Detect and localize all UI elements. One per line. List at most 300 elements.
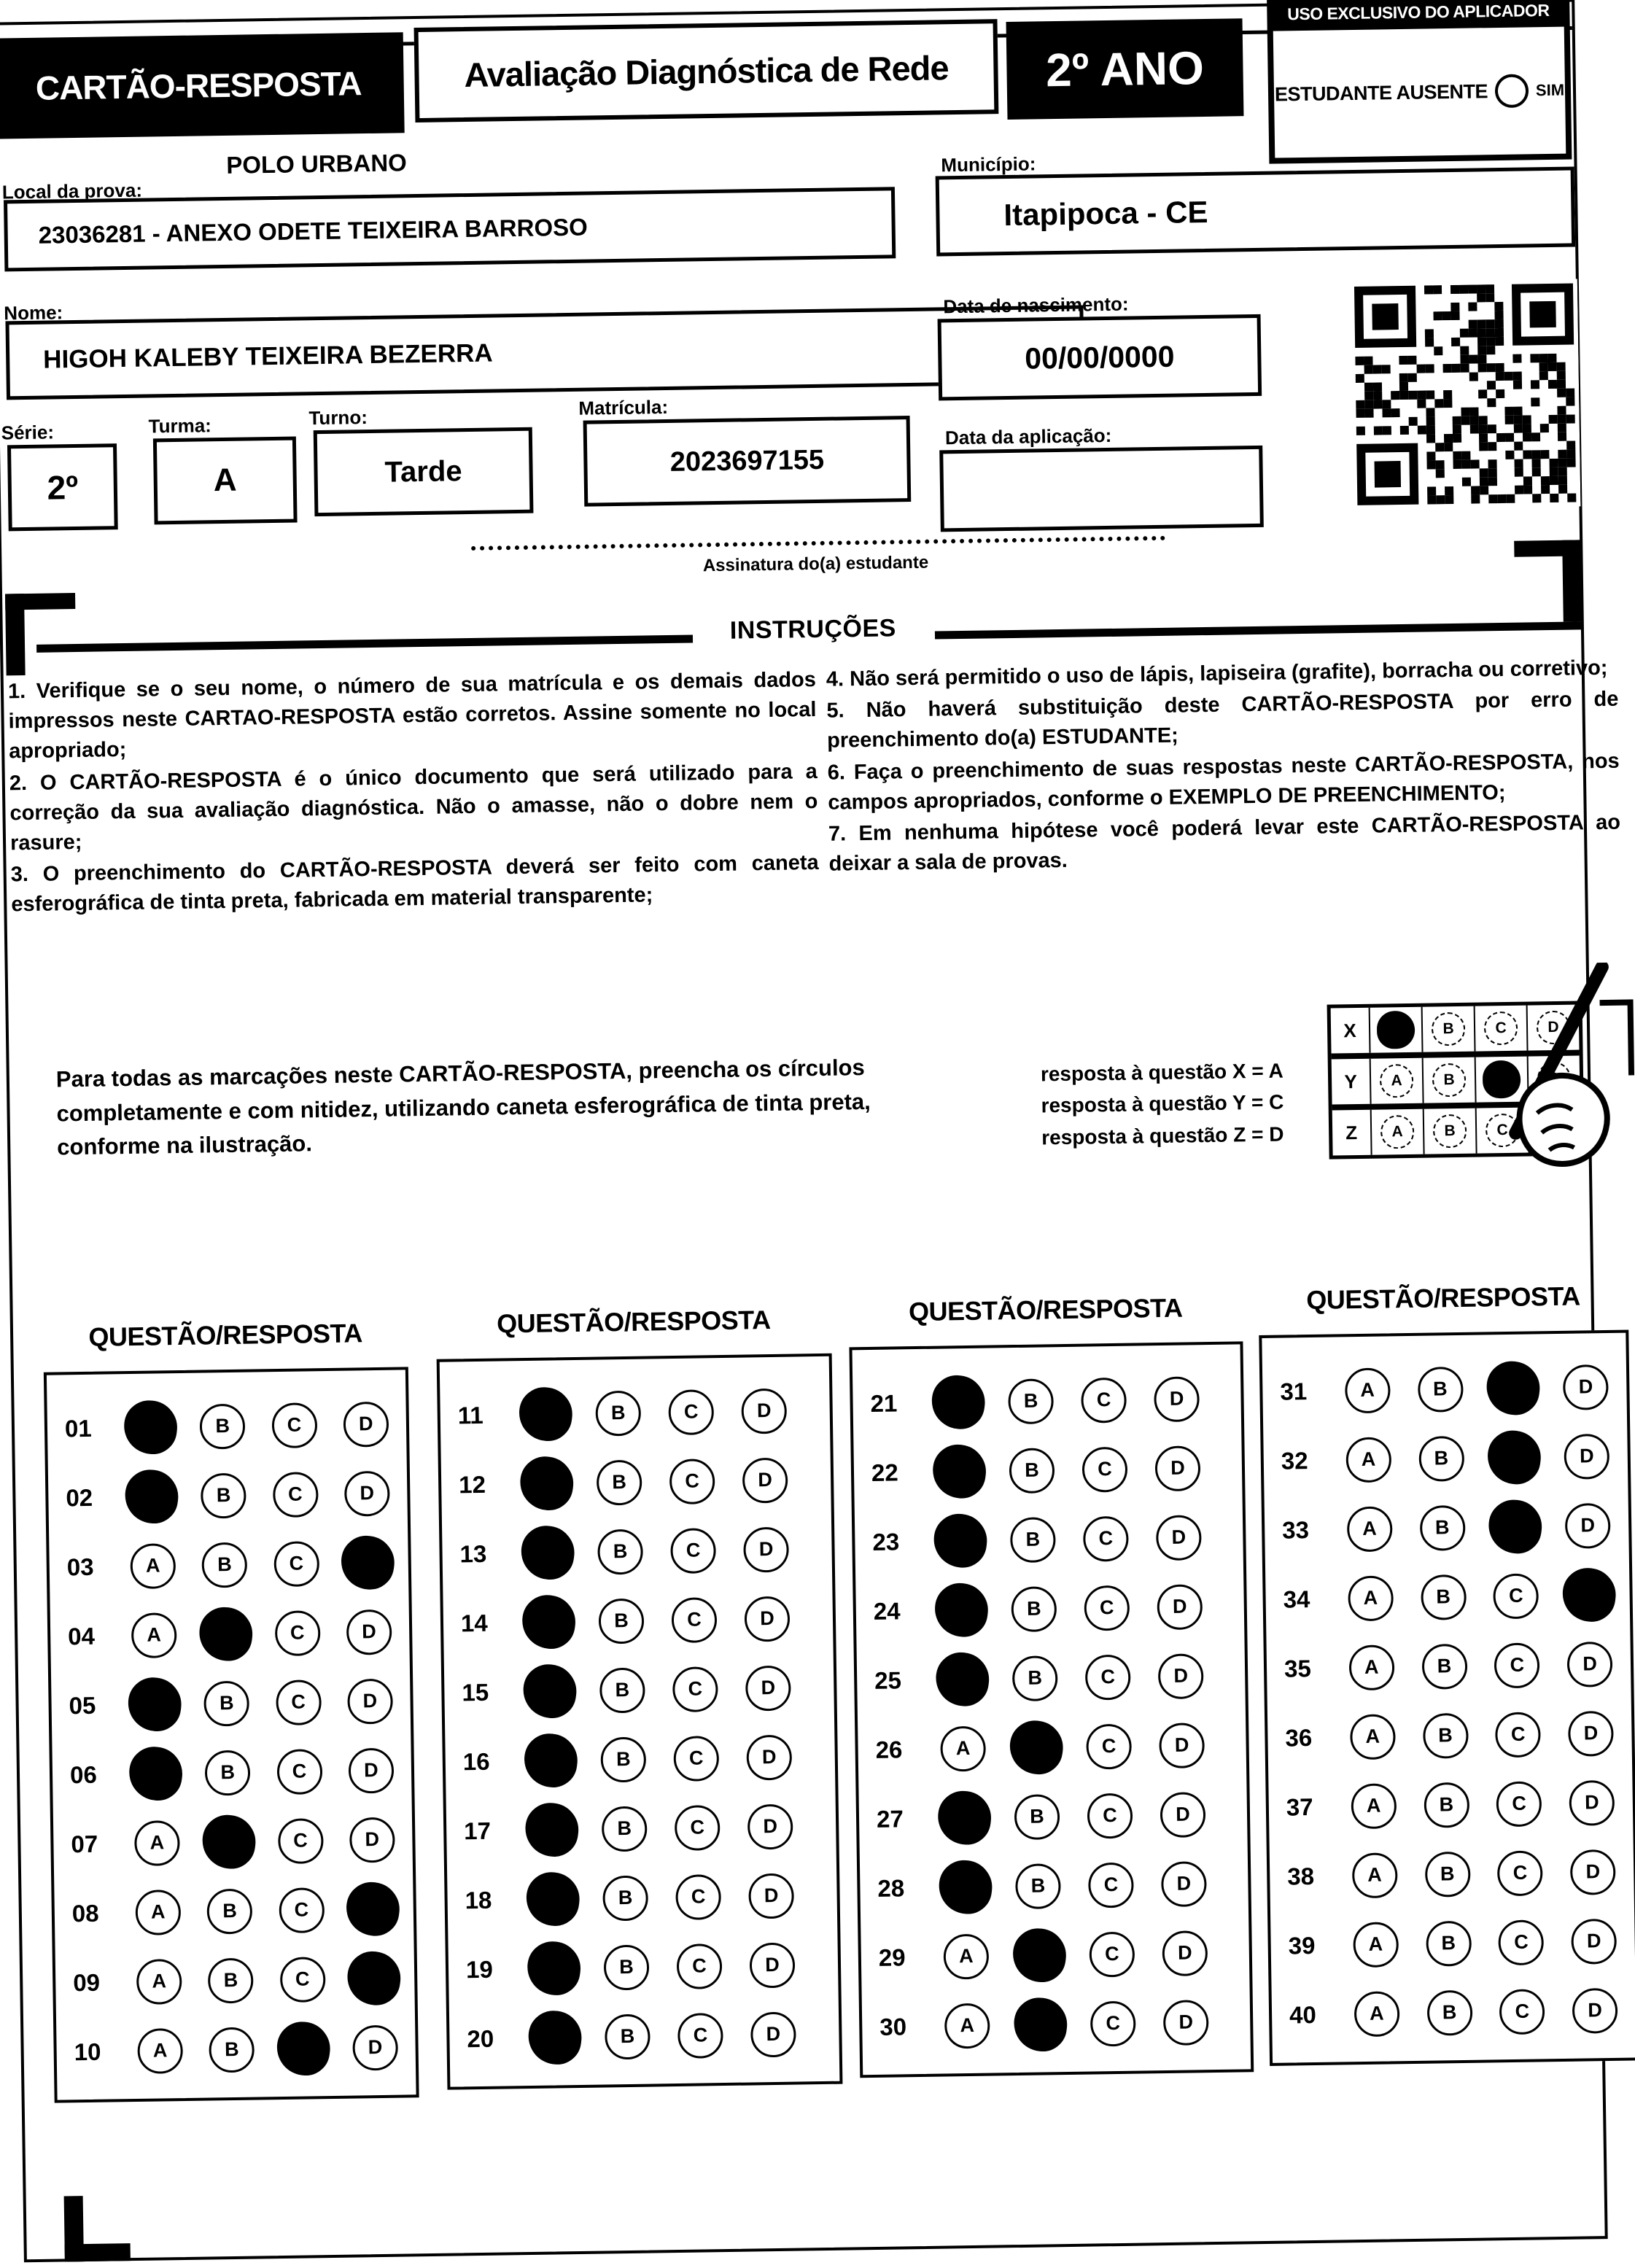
example-filled-bubble — [1377, 1011, 1415, 1049]
bubble-31-C[interactable] — [1483, 1359, 1543, 1418]
bubble-11-C[interactable]: C — [668, 1389, 714, 1435]
option-slot — [928, 1860, 1002, 1914]
option-slot — [517, 1941, 591, 1995]
question-number: 04 — [67, 1622, 96, 1650]
option-slot — [1333, 1506, 1407, 1552]
bubble-28-C[interactable]: C — [1088, 1862, 1134, 1908]
question-row — [868, 1709, 1242, 1785]
bubble-38-C[interactable]: C — [1497, 1850, 1543, 1896]
bubble-21-D[interactable]: D — [1154, 1376, 1200, 1422]
bubble-13-B[interactable]: B — [597, 1529, 643, 1574]
applicator-box — [1267, 0, 1572, 164]
bubble-10-B[interactable]: B — [209, 2027, 255, 2073]
question-number: 17 — [463, 1817, 492, 1844]
bubble-10-C[interactable] — [273, 2019, 333, 2078]
bubble-08-D[interactable] — [343, 1879, 403, 1939]
bubble-10-D[interactable]: D — [352, 2024, 398, 2070]
question-number: 07 — [71, 1830, 98, 1857]
option-slot — [1336, 1714, 1410, 1760]
nascimento-label: Data de nascimento: — [943, 292, 1129, 318]
serie-field: 2º — [7, 443, 118, 531]
bubble-32-A[interactable]: A — [1345, 1437, 1391, 1483]
question-row — [870, 1848, 1244, 1923]
bubble-09-D[interactable] — [344, 1949, 404, 2008]
bubble-06-B[interactable]: B — [205, 1749, 251, 1795]
option-slot — [337, 1881, 409, 1935]
instruction-item: 2. O CARTÃO-RESPOSTA é o único documento que será utilizado para a correção da sua avaliação diagnóstica. Não o amasse, não o dobre nem o rasure; — [9, 759, 818, 855]
bubble-33-C[interactable] — [1486, 1497, 1545, 1557]
bubble-05-C[interactable]: C — [276, 1679, 322, 1725]
bubble-26-A[interactable]: A — [940, 1725, 986, 1771]
bubble-03-D[interactable] — [338, 1533, 398, 1593]
bubble-11-B[interactable]: B — [595, 1390, 641, 1436]
option-slot — [510, 1526, 584, 1580]
bubble-04-D[interactable]: D — [346, 1609, 392, 1655]
question-row — [871, 1917, 1245, 1992]
option-slot — [1338, 1852, 1412, 1898]
nome-field: HIGOH KALEBY TEIXEIRA BEZERRA — [5, 305, 1084, 400]
bubble-29-D[interactable]: D — [1162, 1930, 1208, 1976]
bubble-24-B[interactable]: B — [1011, 1586, 1057, 1632]
option-slot — [1412, 1920, 1486, 1966]
bubble-20-A[interactable] — [525, 2008, 585, 2067]
question-row — [450, 1375, 826, 1450]
question-row — [61, 1666, 406, 1740]
bubble-15-D[interactable]: D — [745, 1665, 791, 1711]
bubble-26-D[interactable]: D — [1159, 1723, 1205, 1768]
bubble-40-A[interactable]: A — [1354, 1991, 1399, 2037]
option-slot — [1002, 1928, 1076, 1982]
signature-label: Assinatura do(a) estudante — [702, 552, 929, 576]
bubble-21-B[interactable]: B — [1008, 1378, 1054, 1424]
bubble-25-D[interactable]: D — [1158, 1653, 1204, 1699]
bubble-27-B[interactable]: B — [1014, 1794, 1060, 1840]
bubble-37-B[interactable]: B — [1424, 1782, 1469, 1828]
option-slot — [516, 1872, 589, 1926]
bubble-14-C[interactable]: C — [672, 1597, 718, 1643]
question-row — [66, 2012, 411, 2086]
bubble-40-C[interactable]: C — [1499, 1989, 1545, 2035]
bubble-35-A[interactable]: A — [1348, 1644, 1394, 1690]
bubble-32-B[interactable]: B — [1418, 1435, 1464, 1481]
bubble-16-B[interactable]: B — [600, 1736, 646, 1782]
bubble-36-C[interactable]: C — [1495, 1712, 1541, 1758]
option-slot — [737, 2011, 810, 2057]
bubble-33-D[interactable]: D — [1565, 1502, 1611, 1548]
bubble-13-A[interactable] — [518, 1523, 578, 1582]
option-slot — [1146, 1791, 1220, 1837]
instruction-item: 5. Não haverá substituição deste CARTÃO-RESPOSTA por erro de preenchimento do(a) ESTUDANTE; — [826, 687, 1619, 753]
question-number: 31 — [1280, 1377, 1308, 1405]
option-slot — [515, 1803, 589, 1857]
option-slot — [334, 1678, 406, 1724]
bubble-29-C[interactable]: C — [1089, 1931, 1135, 1977]
bubble-22-C[interactable]: C — [1082, 1446, 1128, 1492]
option-slot — [732, 1734, 806, 1780]
bubble-27-A[interactable] — [934, 1788, 994, 1848]
bubble-29-A[interactable]: A — [943, 1933, 989, 1979]
instructions-left-column — [8, 665, 820, 922]
bubble-19-B[interactable]: B — [604, 1944, 650, 1990]
bubble-02-A[interactable] — [123, 1467, 182, 1526]
question-row — [57, 1389, 402, 1464]
option-slot — [661, 1804, 734, 1850]
bubble-12-A[interactable] — [516, 1453, 576, 1513]
bubble-36-D[interactable]: D — [1568, 1710, 1614, 1756]
bubble-39-D[interactable]: D — [1571, 1918, 1617, 1964]
local-type: POLO URBANO — [226, 149, 408, 179]
bubble-30-A[interactable]: A — [944, 2003, 990, 2048]
bubble-03-A[interactable]: A — [130, 1543, 176, 1589]
bubble-23-D[interactable]: D — [1156, 1515, 1202, 1561]
bubble-14-D[interactable]: D — [745, 1596, 791, 1642]
option-slot — [1072, 1723, 1146, 1769]
option-slot — [663, 1943, 737, 1989]
question-number: 14 — [460, 1609, 488, 1636]
bubble-16-A[interactable] — [521, 1731, 580, 1790]
bubble-20-D[interactable]: D — [750, 2011, 796, 2057]
option-slot — [589, 1875, 662, 1921]
bubble-11-D[interactable]: D — [741, 1388, 787, 1434]
bubble-32-C[interactable] — [1484, 1428, 1544, 1488]
question-number: 15 — [462, 1678, 489, 1706]
answer-column-2 — [436, 1304, 843, 2090]
bubble-06-C[interactable]: C — [276, 1749, 322, 1795]
question-number: 16 — [462, 1747, 490, 1775]
bubble-03-B[interactable]: B — [202, 1542, 248, 1588]
qr-code — [1350, 279, 1581, 510]
bubble-08-A[interactable]: A — [135, 1890, 181, 1935]
bubble-09-C[interactable]: C — [279, 1957, 325, 2003]
option-slot — [999, 1720, 1073, 1774]
question-row — [452, 1514, 828, 1589]
bubble-20-C[interactable]: C — [677, 2013, 723, 2059]
bubble-16-C[interactable]: C — [673, 1736, 719, 1782]
bubble-36-A[interactable]: A — [1350, 1714, 1396, 1760]
question-row — [58, 1458, 403, 1532]
nascimento-field: 00/00/0000 — [938, 314, 1262, 401]
bubble-19-A[interactable] — [524, 1938, 583, 1998]
bubble-17-D[interactable]: D — [747, 1803, 793, 1849]
bubble-39-A[interactable]: A — [1353, 1922, 1399, 1968]
question-number: 35 — [1283, 1654, 1312, 1682]
bubble-37-C[interactable]: C — [1496, 1781, 1542, 1827]
example-caption: resposta à questão Z = D — [1041, 1122, 1284, 1149]
bubble-26-C[interactable]: C — [1086, 1723, 1132, 1769]
bubble-21-C[interactable]: C — [1081, 1377, 1127, 1423]
bubble-13-D[interactable]: D — [743, 1526, 789, 1572]
example-bubble: C — [1486, 1114, 1520, 1148]
applicator-box-title: USO EXCLUSIVO DO APLICADOR — [1287, 0, 1550, 23]
option-slot — [659, 1735, 733, 1781]
question-row — [1281, 1906, 1631, 1981]
bubble-33-A[interactable]: A — [1347, 1506, 1393, 1552]
option-slot — [123, 1958, 195, 2004]
question-number: 37 — [1286, 1793, 1313, 1821]
option-slot — [1552, 1568, 1626, 1622]
option-slot — [654, 1389, 728, 1434]
bubble-27-D[interactable]: D — [1160, 1792, 1206, 1838]
option-slot — [664, 2012, 737, 2058]
question-row — [1275, 1491, 1625, 1565]
question-row — [453, 1583, 828, 1658]
answer-column-title: QUESTÃO/RESPOSTA — [908, 1292, 1183, 1327]
bubble-25-B[interactable]: B — [1012, 1655, 1058, 1701]
bubble-24-C[interactable]: C — [1084, 1585, 1130, 1631]
option-slot — [331, 1470, 403, 1516]
bubble-11-A[interactable] — [516, 1384, 575, 1444]
question-number: 01 — [64, 1414, 92, 1442]
bubble-39-C[interactable]: C — [1499, 1919, 1545, 1965]
bubble-35-D[interactable]: D — [1567, 1641, 1613, 1687]
bubble-25-C[interactable]: C — [1085, 1654, 1131, 1700]
bubble-08-B[interactable]: B — [207, 1888, 253, 1934]
bubble-34-C[interactable]: C — [1493, 1573, 1539, 1619]
option-slot — [731, 1665, 805, 1711]
option-slot — [1410, 1851, 1484, 1897]
option-slot — [1556, 1849, 1630, 1895]
bubble-19-D[interactable]: D — [750, 1942, 796, 1988]
bubble-22-B[interactable]: B — [1009, 1448, 1055, 1494]
example-bubble: B — [1432, 1063, 1467, 1098]
answer-block — [437, 1354, 843, 2090]
bubble-38-A[interactable]: A — [1352, 1852, 1398, 1898]
bubble-29-B[interactable] — [1009, 1925, 1069, 1985]
local-label: Local da prova: — [1, 179, 143, 203]
bubble-33-B[interactable]: B — [1419, 1504, 1465, 1550]
question-row — [1278, 1768, 1628, 1842]
bubble-14-A[interactable] — [519, 1592, 578, 1652]
bubble-26-B[interactable] — [1006, 1717, 1066, 1777]
bubble-25-A[interactable] — [932, 1650, 992, 1709]
bubble-07-A[interactable]: A — [134, 1820, 180, 1866]
question-number: 26 — [875, 1735, 903, 1763]
bubble-39-B[interactable]: B — [1426, 1920, 1472, 1966]
bubble-15-C[interactable]: C — [672, 1666, 718, 1712]
bubble-16-D[interactable]: D — [746, 1734, 792, 1780]
option-slot — [333, 1609, 405, 1655]
bubble-08-C[interactable]: C — [279, 1887, 325, 1933]
absent-bubble[interactable] — [1495, 74, 1529, 108]
option-slot — [336, 1817, 408, 1863]
bubble-37-D[interactable]: D — [1569, 1779, 1615, 1825]
option-slot — [268, 2022, 340, 2075]
bubble-35-C[interactable]: C — [1494, 1642, 1540, 1688]
option-slot — [261, 1609, 333, 1655]
question-row — [63, 1804, 408, 1879]
bubble-27-C[interactable]: C — [1087, 1793, 1133, 1838]
example-cell — [1423, 1108, 1476, 1154]
bubble-02-C[interactable]: C — [272, 1472, 318, 1518]
option-slot — [1476, 1361, 1550, 1415]
bubble-40-B[interactable]: B — [1426, 1989, 1472, 2035]
bubble-09-A[interactable]: A — [136, 1959, 182, 2005]
option-slot — [591, 2013, 664, 2059]
question-number: 38 — [1287, 1862, 1315, 1890]
question-number: 32 — [1281, 1446, 1308, 1475]
question-number: 09 — [72, 1968, 101, 1996]
bubble-18-D[interactable]: D — [748, 1873, 794, 1919]
bubble-34-A[interactable]: A — [1348, 1575, 1394, 1621]
option-slot — [658, 1596, 731, 1642]
option-slot — [1148, 1930, 1222, 1976]
example-caption: resposta à questão Y = C — [1041, 1090, 1284, 1117]
option-slot — [1337, 1783, 1410, 1829]
bubble-13-C[interactable]: C — [670, 1528, 716, 1574]
bubble-28-A[interactable] — [936, 1857, 995, 1917]
option-slot — [338, 1951, 410, 2005]
instruction-item: 4. Não será permitido o uso de lápis, lapiseira (grafite), borracha ou corretivo; — [826, 656, 1608, 691]
bubble-18-C[interactable]: C — [675, 1874, 721, 1920]
option-slot — [1477, 1430, 1551, 1484]
bubble-04-A[interactable]: A — [131, 1612, 177, 1658]
bubble-31-A[interactable]: A — [1345, 1367, 1391, 1413]
bubble-05-A[interactable] — [125, 1674, 185, 1734]
option-slot — [513, 1733, 587, 1787]
bubble-21-A[interactable] — [928, 1372, 988, 1432]
bubble-15-B[interactable]: B — [599, 1667, 645, 1713]
bubble-07-D[interactable]: D — [349, 1817, 395, 1863]
bubble-30-D[interactable]: D — [1163, 2000, 1209, 2046]
bubble-23-B[interactable]: B — [1010, 1517, 1056, 1563]
bubble-05-D[interactable]: D — [347, 1678, 393, 1724]
question-row — [455, 1722, 831, 1797]
bubble-30-B[interactable] — [1011, 1995, 1071, 2054]
option-slot — [114, 1400, 187, 1454]
option-slot — [586, 1667, 659, 1713]
bubble-19-C[interactable]: C — [677, 1943, 723, 1989]
bubble-31-D[interactable]: D — [1563, 1364, 1609, 1410]
bubble-24-A[interactable] — [931, 1580, 991, 1640]
bubble-22-D[interactable]: D — [1155, 1445, 1201, 1491]
option-slot — [1334, 1575, 1407, 1621]
bubble-18-B[interactable]: B — [602, 1875, 648, 1921]
bubble-24-D[interactable]: D — [1157, 1584, 1203, 1630]
option-slot — [729, 1526, 803, 1572]
bubble-32-D[interactable]: D — [1564, 1433, 1609, 1479]
question-number: 23 — [872, 1527, 900, 1556]
bubble-38-B[interactable]: B — [1424, 1851, 1470, 1897]
bubble-04-C[interactable]: C — [274, 1610, 320, 1656]
bubble-36-B[interactable]: B — [1423, 1712, 1469, 1758]
bubble-28-B[interactable]: B — [1015, 1863, 1061, 1909]
option-slot — [332, 1535, 404, 1589]
bubble-04-B[interactable] — [196, 1604, 256, 1664]
bubble-15-A[interactable] — [520, 1661, 580, 1721]
example-bubble: D — [1537, 1011, 1571, 1045]
bubble-06-D[interactable]: D — [348, 1747, 394, 1793]
bubble-23-C[interactable]: C — [1083, 1515, 1129, 1561]
bubble-02-D[interactable]: D — [344, 1470, 390, 1516]
bubble-14-B[interactable]: B — [599, 1598, 645, 1644]
bubble-06-A[interactable] — [126, 1744, 186, 1803]
option-slot — [1405, 1435, 1478, 1481]
option-slot — [1556, 1779, 1629, 1825]
bubble-01-A[interactable] — [121, 1397, 181, 1457]
bubble-40-D[interactable]: D — [1572, 1987, 1618, 2033]
bubble-23-A[interactable] — [931, 1511, 990, 1571]
bubble-34-B[interactable]: B — [1421, 1574, 1467, 1620]
bubble-07-C[interactable]: C — [278, 1818, 324, 1864]
bubble-05-B[interactable]: B — [203, 1680, 249, 1726]
option-slot — [264, 1817, 336, 1863]
bubble-35-B[interactable]: B — [1421, 1643, 1467, 1689]
question-row — [867, 1640, 1241, 1715]
absent-option-label: SIM — [1535, 80, 1565, 100]
bubble-28-D[interactable]: D — [1161, 1861, 1207, 1907]
bubble-17-B[interactable]: B — [602, 1806, 648, 1852]
bubble-37-A[interactable]: A — [1351, 1783, 1397, 1829]
option-slot — [921, 1375, 995, 1429]
bubble-20-B[interactable]: B — [605, 2013, 650, 2059]
answer-column-4 — [1258, 1281, 1635, 2066]
option-slot — [1554, 1710, 1628, 1756]
option-slot — [260, 1540, 333, 1586]
bubble-17-A[interactable] — [521, 1800, 581, 1860]
question-row — [1273, 1421, 1623, 1496]
hand-with-pen-icon — [1477, 962, 1635, 1183]
bubble-12-C[interactable]: C — [669, 1459, 715, 1504]
option-slot — [193, 1814, 265, 1868]
option-slot — [1478, 1499, 1552, 1553]
question-row — [62, 1735, 407, 1809]
question-number: 02 — [66, 1483, 93, 1511]
card-title: CARTÃO-RESPOSTA — [0, 32, 405, 139]
option-slot — [120, 1747, 192, 1801]
option-slot — [1483, 1850, 1557, 1896]
bubble-02-B[interactable]: B — [201, 1472, 246, 1518]
option-slot — [1067, 1377, 1141, 1423]
bubble-22-A[interactable] — [929, 1442, 989, 1502]
answer-column-1 — [43, 1317, 419, 2102]
bubble-30-C[interactable]: C — [1090, 2000, 1136, 2046]
question-number: 22 — [871, 1458, 898, 1486]
instruction-item: 6. Faça o preenchimento de suas respostas neste CARTÃO-RESPOSTA, nos campos apropriados, conforme o EXEMPLO DE PREENCHIMENTO; — [827, 749, 1620, 815]
bubble-01-B[interactable]: B — [200, 1403, 246, 1449]
bubble-38-D[interactable]: D — [1570, 1849, 1616, 1895]
answer-column-3 — [848, 1292, 1254, 2078]
option-slot — [1070, 1585, 1143, 1631]
option-slot — [187, 1472, 260, 1518]
bubble-34-D[interactable] — [1559, 1565, 1619, 1625]
question-number: 20 — [467, 2024, 494, 2052]
bubble-17-C[interactable]: C — [675, 1805, 721, 1851]
bubble-09-B[interactable]: B — [208, 1957, 254, 2003]
question-row — [59, 1527, 404, 1601]
answer-column-title: QUESTÃO/RESPOSTA — [88, 1318, 363, 1352]
bubble-18-A[interactable] — [523, 1869, 583, 1929]
bubble-12-B[interactable]: B — [597, 1459, 642, 1505]
option-slot — [190, 1680, 263, 1726]
bubble-12-D[interactable]: D — [742, 1457, 788, 1503]
option-slot — [1480, 1642, 1554, 1688]
bubble-07-B[interactable] — [199, 1812, 259, 1872]
bubble-03-C[interactable]: C — [273, 1541, 319, 1587]
turma-label: Turma: — [148, 414, 212, 438]
option-slot — [258, 1402, 330, 1448]
bubble-01-D[interactable]: D — [343, 1401, 389, 1447]
question-row — [64, 1873, 409, 1948]
question-row — [457, 1791, 832, 1866]
bubble-31-B[interactable]: B — [1417, 1366, 1463, 1412]
nome-label: Nome: — [4, 301, 63, 325]
question-row — [1281, 1976, 1631, 2050]
bubble-10-A[interactable]: A — [137, 2028, 183, 2074]
option-slot — [121, 1820, 193, 1865]
bubble-01-C[interactable]: C — [271, 1402, 317, 1448]
option-slot — [922, 1444, 995, 1498]
option-slot — [118, 1612, 190, 1658]
